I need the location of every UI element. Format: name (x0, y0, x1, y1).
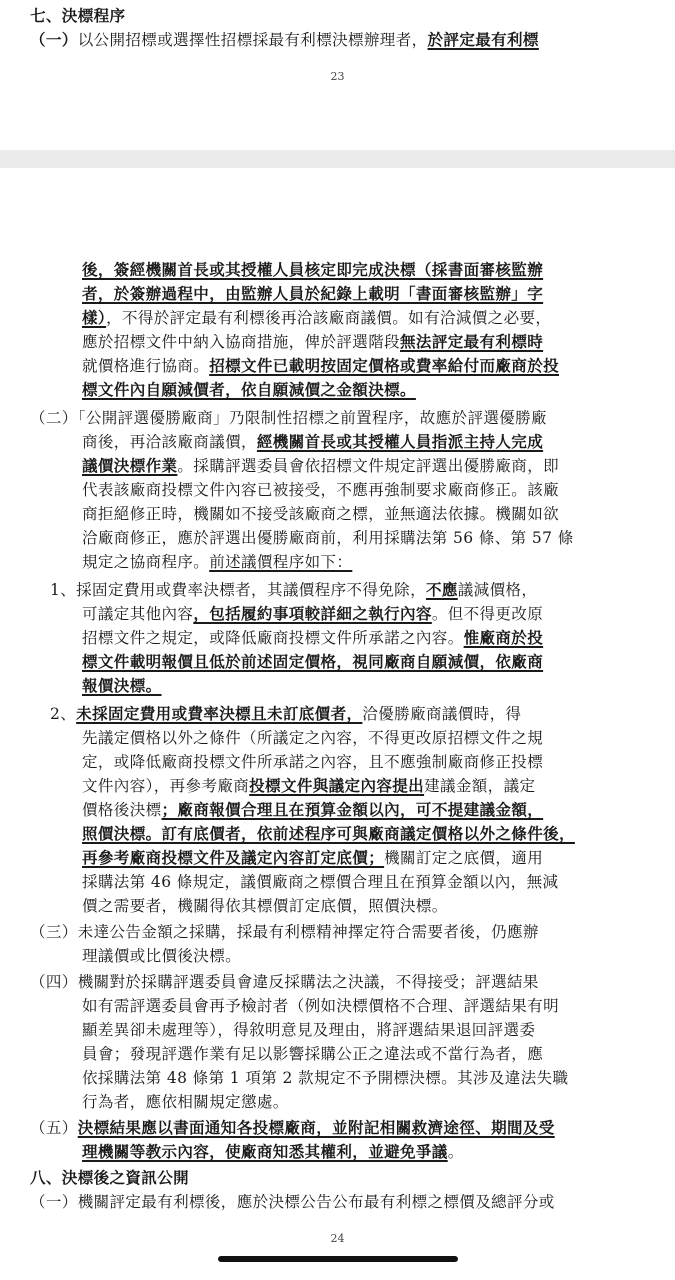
text-segment: 商拒絕修正時，機關如不接受該廠商之標，並無適法依據。機關如欲 (82, 505, 560, 523)
text-segment: 規定之協商程序。 (82, 553, 210, 571)
text-segment: ；廠商報價合理且在預算金額以內，可不提建議金額， (161, 800, 544, 819)
text-segment: 再參考廠商投標文件及議定內容訂定底價； (82, 848, 385, 867)
text-segment: 先議定價格以外之條件（所議定之內容，不得更改原招標文件之規 (82, 729, 544, 747)
text-segment: 惟廠商於投 (463, 628, 544, 647)
text-segment: 依採購法第 48 條第 1 項第 2 款規定不予開標決標。其涉及違法失職 (82, 1069, 569, 1087)
text-segment: 招標文件之規定，或降低廠商投標文件所承諾之內容。 (82, 629, 464, 647)
text-line (82, 894, 448, 918)
text-line (82, 478, 559, 502)
text-segment: 標文件內自願減價者，依自願減價之金額決標。 (82, 380, 416, 399)
text-line (82, 1018, 535, 1042)
text-line (82, 994, 559, 1018)
text-segment: 經機關首長或其授權人員指派主持人完成 (256, 432, 544, 451)
text-line (82, 650, 543, 674)
text-segment: 定，或降低廠商投標文件所承諾之內容，且不應強制廠商修正投標 (82, 753, 544, 771)
text-segment: 。但不得更改原 (431, 605, 544, 623)
text-segment: 理議價或比價後決標。 (82, 947, 242, 965)
page-gap (0, 150, 675, 168)
text-segment: （四）機關對於採購評選委員會違反採購法之決議，不得接受；評選結果 (30, 973, 539, 991)
text-segment: 後，簽經機關首長或其授權人員核定即完成決標（採書面審核監辦 (82, 260, 544, 279)
text-line (30, 970, 539, 994)
text-line (82, 502, 559, 526)
page-number-top: 23 (330, 70, 345, 83)
text-segment: 不應 (425, 580, 458, 599)
text-segment: 商後，再洽該廠商議價， (82, 433, 257, 451)
text-segment: 八、決標後之資訊公開 (30, 1168, 190, 1187)
page-number-bottom: 24 (330, 1232, 345, 1245)
text-segment: 招標文件已載明按固定價格或費率給付而廠商於投 (209, 356, 560, 375)
text-segment: 。 (447, 1143, 464, 1161)
text-line (30, 1166, 189, 1190)
text-line (82, 626, 543, 650)
text-segment: 決標結果應以書面通知各投標廠商，並附記相關救濟途徑、期間及受 (77, 1118, 555, 1137)
text-segment: 投標文件與議定內容提出 (249, 776, 425, 795)
text-segment: （三）未達公告金額之採購，採最有利標精神擇定符合需要者後，仍應辦 (30, 923, 539, 941)
text-segment: 照價決標。訂有底價者，依前述程序可與廠商議定價格以外之條件後， (82, 824, 575, 843)
text-line (30, 406, 547, 430)
item-1-text: 以公開招標或選擇性招標採最有利標決標辦理者， (77, 31, 428, 49)
text-segment: 代表該廠商投標文件內容已被接受，不應再強制要求廠商修正。該廠 (82, 481, 560, 499)
text-line (30, 1190, 555, 1214)
text-line (82, 870, 558, 894)
text-segment: 顯差異卻未處理等），得敘明意見及理由，將評選結果退回評選委 (82, 1021, 536, 1039)
text-line (82, 774, 535, 798)
text-segment: ，包括履約事項較詳細之執行內容 (193, 604, 432, 623)
text-segment: 。採購評選委員會依招標文件規定評選出優勝廠商，即 (177, 457, 560, 475)
text-line (82, 1090, 289, 1114)
text-segment: 就價格進行協商。 (82, 357, 210, 375)
text-segment: 文件內容），再參考廠商 (82, 777, 250, 795)
text-line (82, 798, 543, 822)
text-line (82, 750, 543, 774)
text-line (50, 578, 537, 602)
text-segment: （五） (30, 1119, 78, 1137)
text-segment: 行為者，應依相關規定懲處。 (82, 1093, 289, 1111)
text-line (82, 430, 543, 454)
section-heading: 七、決標程序 (30, 6, 126, 25)
text-segment: 標文件載明報價且低於前述固定價格，視同廠商自願減價，依廠商 (82, 652, 544, 671)
text-segment: 價之需要者，機關得依其標價訂定底價，照價決標。 (82, 897, 448, 915)
text-segment: 洽廠商修正，應於評選出優勝廠商前，利用採購法第 56 條、第 57 條 (82, 529, 574, 547)
text-segment: 如有需評選委員會再予檢討者（例如決標價格不合理、評選結果有明 (82, 997, 560, 1015)
text-segment: 者，於簽辦過程中，由監辦人員於紀錄上載明「書面審核監辦」字 (82, 284, 544, 303)
text-segment: 價格後決標 (82, 801, 162, 819)
text-line (82, 306, 551, 330)
text-line (82, 454, 559, 478)
text-line (82, 674, 162, 698)
text-line (30, 1116, 555, 1140)
text-segment: 1、採固定費用或費率決標者，其議價程序不得免除， (50, 581, 426, 599)
text-line (82, 330, 543, 354)
text-line (82, 258, 543, 282)
text-line (82, 526, 574, 550)
text-line (82, 1140, 464, 1164)
text-segment: 報價決標。 (82, 676, 162, 695)
text-line (82, 1066, 568, 1090)
text-line (82, 602, 543, 626)
text-segment: 前述議價程序如下： (209, 553, 353, 571)
text-segment: 可議定其他內容 (82, 605, 194, 623)
home-indicator[interactable] (218, 1256, 458, 1262)
text-segment: 採購法第 46 條規定，議價廠商之標價合理且在預算金額以內，無減 (82, 873, 559, 891)
text-line (82, 550, 352, 574)
text-line (82, 726, 543, 750)
text-line (82, 282, 543, 306)
text-segment: 2、 (50, 705, 77, 723)
text-segment: ，不得於評定最有利標後再洽該廠商議價。如有洽減價之必要， (106, 309, 552, 327)
text-segment: 議價決標作業 (82, 456, 178, 475)
text-segment: 理機關等教示內容，使廠商知悉其權利，並避免爭議 (82, 1142, 448, 1161)
text-segment: 應於招標文件中納入協商措施，俾於評選階段 (82, 333, 401, 351)
item-1 (30, 28, 539, 52)
item-1-label: （一） (30, 30, 78, 49)
text-line (82, 944, 241, 968)
text-segment: 樣） (82, 308, 107, 327)
text-segment: 未採固定費用或費率決標且未訂底價者， (76, 704, 363, 723)
text-segment: （一）機關評定最有利標後，應於決標公告公布最有利標之標價及總評分或 (30, 1193, 555, 1211)
text-segment: 無法評定最有利標時 (400, 332, 544, 351)
page-23 (0, 0, 675, 150)
text-segment: 洽優勝廠商議價時，得 (362, 705, 522, 723)
text-segment: 員會；發現評選作業有足以影響採購公正之違法或不當行為者，應 (82, 1045, 544, 1063)
text-segment: 議減價格， (457, 581, 538, 599)
item-1-bold: 於評定最有利標 (427, 30, 539, 49)
text-line (82, 1042, 543, 1066)
text-line (82, 822, 575, 846)
text-line (82, 378, 416, 402)
text-line (50, 702, 521, 726)
text-line (82, 846, 543, 870)
text-line (82, 354, 559, 378)
text-line (30, 920, 539, 944)
text-segment: 機關訂定之底價，適用 (384, 849, 544, 867)
text-segment: 建議金額，議定 (424, 777, 536, 795)
text-segment: （二）「公開評選優勝廠商」乃限制性招標之前置程序，故應於評選優勝廠 (30, 409, 547, 427)
page-24 (0, 168, 675, 1280)
